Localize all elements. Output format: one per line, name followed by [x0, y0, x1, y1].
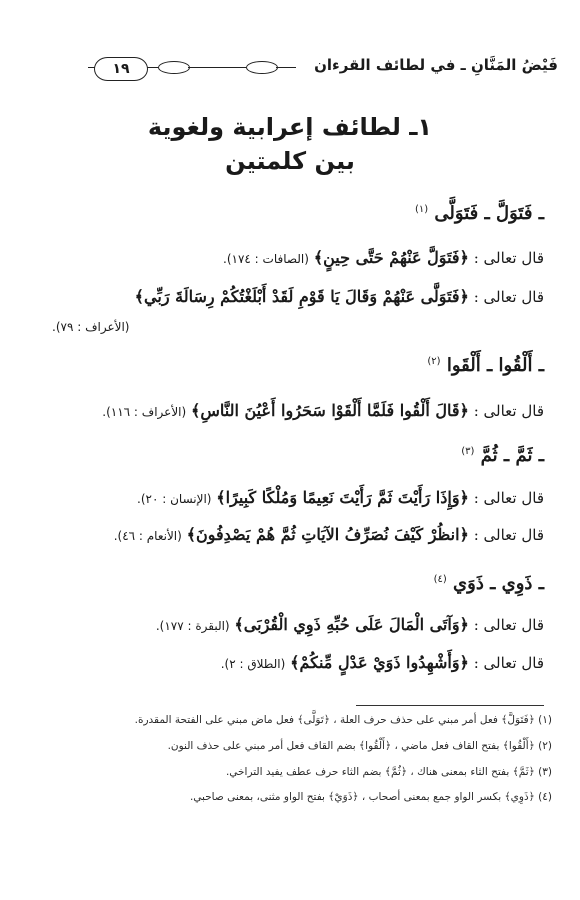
section-title-text: ـ أَلْقُوا ـ أَلْقَوا: [446, 355, 544, 376]
verse-reference: (الصافات : ١٧٤).: [223, 252, 309, 266]
book-title: فَيْضُ المَنَّانِ ـ في لطائف القرءان: [314, 56, 558, 74]
verse-line: [102, 401, 544, 420]
verse-reference: (البقرة : ١٧٧).: [155, 619, 230, 633]
verse-text: ﴿وَأَشْهِدُوا ذَوَيْ عَدْلٍ مِّنكُمْ﴾: [290, 653, 469, 672]
section-title: [415, 203, 544, 224]
section-title-text: ـ فَتَوَلَّ ـ فَتَوَلَّى: [434, 203, 544, 224]
verse-line: [137, 488, 544, 507]
verse-text: ﴿انظُرْ كَيْفَ نُصَرِّفُ الآيَاتِ ثُمَّ هُمْ يَصْدِفُونَ﴾: [186, 525, 469, 544]
verse-line: [114, 525, 544, 544]
verse-prefix: قال تعالى :: [473, 526, 544, 544]
header-ornament-line: [188, 67, 246, 68]
verse-reference: (الأنعام : ٤٦).: [113, 529, 182, 543]
verse-line: [135, 287, 544, 306]
footnote: (١) ﴿فَتَوَلَّ﴾ فعل أمر مبني على حذف حرف العلة ، ﴿تَوَلَّى﴾ فعل ماض مبني على الفتحة المقدرة.: [134, 714, 552, 726]
verse-prefix: قال تعالى :: [473, 654, 544, 672]
verse-line: [221, 653, 544, 672]
footnote-mark: (١): [414, 204, 429, 215]
verse-text: ﴿وَآتَى الْمَالَ عَلَى حُبِّهِ ذَوِي الْقُرْبَى﴾: [234, 615, 469, 634]
verse-prefix: قال تعالى :: [473, 249, 544, 267]
verse-text: ﴿فَتَوَلَّ عَنْهُمْ حَتَّى حِينٍ﴾: [313, 248, 469, 267]
verse-prefix: قال تعالى :: [473, 616, 544, 634]
verse-text: ﴿وَإِذَا رَأَيْتَ ثَمَّ رَأَيْتَ نَعِيمًا وَمُلْكًا كَبِيرًا﴾: [216, 488, 469, 507]
verse-line: [223, 248, 544, 267]
footnote-divider: [356, 705, 544, 706]
section-title-text: ـ ثَمَّ ـ ثُمَّ: [480, 445, 544, 466]
verse-text: ﴿فَتَوَلَّى عَنْهُمْ وَقَالَ يَا قَوْمِ لَقَدْ أَبْلَغْتُكُمْ رِسَالَةَ رَبِّي﴾: [134, 287, 469, 306]
chapter-subheading: بين كلمتين: [225, 147, 355, 175]
section-title-text: ـ ذَوِي ـ ذَوَي: [453, 573, 544, 594]
page-number-frame: [88, 57, 152, 81]
page-number: ١٩: [112, 61, 130, 77]
verse-reference: (الأعراف : ١١٦).: [102, 405, 187, 419]
footnote-mark: (٤): [433, 574, 447, 585]
footnote-mark: (٣): [461, 446, 475, 457]
header-ornament-line: [276, 67, 296, 68]
verse-prefix: قال تعالى :: [473, 489, 544, 507]
verse-reference: (الإنسان : ٢٠).: [137, 492, 212, 506]
verse-text: ﴿قَالَ أَلْقُوا فَلَمَّا أَلْقَوْا سَحَرُوا أَعْيُنَ النَّاسِ﴾: [190, 401, 469, 420]
verse-line: [156, 615, 544, 634]
footnote: (٢) ﴿أَلْقُوا﴾ بفتح القاف فعل ماضي ، ﴿أَلْقُوا﴾ بضم القاف فعل أمر مبني على حذف النون.: [167, 740, 552, 752]
footnote-mark: (٢): [427, 356, 441, 367]
verse-prefix: قال تعالى :: [473, 288, 544, 306]
section-title: [434, 573, 544, 594]
footnote: (٣) ﴿ثَمَّ﴾ بفتح الثاء بمعنى هناك ، ﴿ثُمَّ﴾ بضم الثاء حرف عطف يفيد التراخي.: [225, 766, 552, 778]
running-header: [88, 54, 558, 84]
chapter-heading: ١ـ لطائف إعرابية ولغوية: [147, 113, 433, 141]
section-title: [427, 355, 544, 376]
verse-reference: (الأعراف : ٧٩).: [52, 320, 130, 334]
page-number-oval: [94, 57, 148, 81]
header-ornament-oval: [158, 61, 190, 74]
header-ornament-oval: [246, 61, 278, 74]
verse-prefix: قال تعالى :: [473, 402, 544, 420]
footnote: (٤) ﴿ذَوِي﴾ بكسر الواو جمع بمعنى أصحاب ، ﴿ذَوَيْ﴾ بفتح الواو مثنى، بمعنى صاحبي.: [189, 791, 552, 803]
verse-reference: (الطلاق : ٢).: [220, 657, 286, 671]
section-title: [461, 445, 544, 466]
